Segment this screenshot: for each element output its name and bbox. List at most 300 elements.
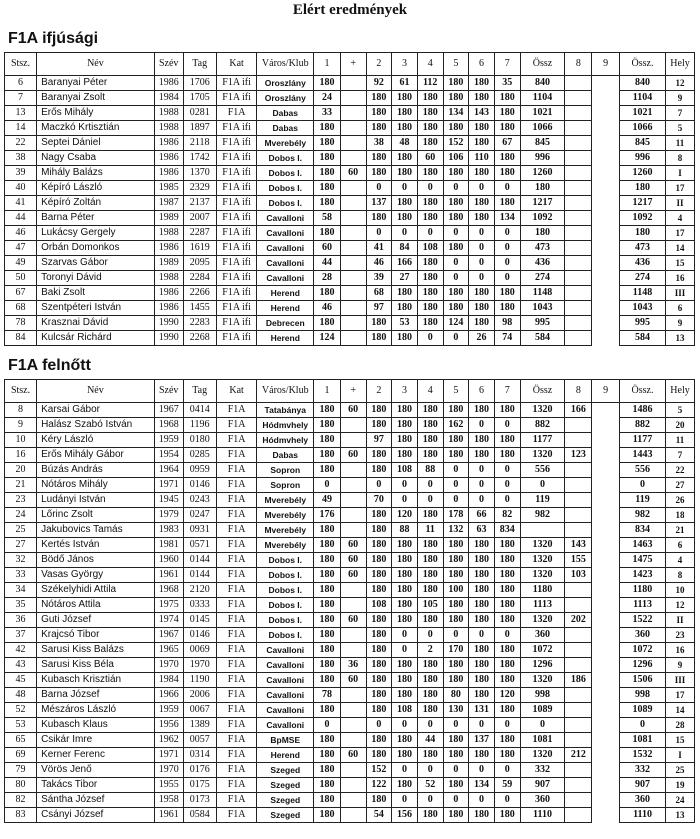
column-header: Szév [154, 53, 183, 76]
table-cell: F1A [216, 778, 257, 793]
table-cell: 7 [666, 448, 695, 463]
table-cell [592, 673, 620, 688]
table-cell: 108 [392, 463, 418, 478]
table-cell: 0 [494, 271, 520, 286]
table-cell: 180 [494, 808, 520, 823]
table-cell: 0 [469, 226, 495, 241]
table-cell: 0 [469, 463, 495, 478]
table-cell: 180 [443, 778, 469, 793]
table-cell: 84 [5, 331, 37, 346]
table-cell: 180 [443, 433, 469, 448]
table-row [5, 418, 695, 433]
table-cell: 0 [443, 226, 469, 241]
table-cell: 15 [666, 733, 695, 748]
table-cell [340, 271, 366, 286]
table-row [5, 76, 695, 91]
table-row [5, 91, 695, 106]
table-cell [592, 403, 620, 418]
table-cell: 998 [620, 688, 666, 703]
column-header: 1 [314, 380, 341, 403]
table-cell: Kubasch Krisztián [37, 673, 155, 688]
table-cell: I [666, 748, 695, 763]
table-cell: 17 [666, 688, 695, 703]
table-cell: 1986 [154, 286, 183, 301]
table-cell: Vörös Jenő [37, 763, 155, 778]
table-cell: 122 [366, 778, 392, 793]
table-cell: Búzás András [37, 463, 155, 478]
table-cell: 46 [5, 226, 37, 241]
table-cell [340, 151, 366, 166]
table-cell [340, 718, 366, 733]
table-cell: 61 [392, 76, 418, 91]
table-cell: Herend [257, 748, 314, 763]
table-row [5, 658, 695, 673]
table-cell: 180 [417, 286, 443, 301]
table-cell: 180 [314, 226, 341, 241]
table-cell: 180 [443, 448, 469, 463]
table-cell: 0 [392, 181, 418, 196]
table-cell: 982 [520, 508, 565, 523]
table-cell [565, 196, 592, 211]
table-cell: Szeged [257, 763, 314, 778]
table-cell [592, 196, 620, 211]
table-cell: 60 [314, 241, 341, 256]
table-cell: Takács Tibor [37, 778, 155, 793]
table-cell: 180 [314, 673, 341, 688]
table-cell [340, 433, 366, 448]
table-cell: 60 [340, 613, 366, 628]
table-cell: 180 [469, 598, 495, 613]
table-cell: 80 [443, 688, 469, 703]
table-cell: 6 [666, 301, 695, 316]
table-row [5, 106, 695, 121]
table-cell: 65 [5, 733, 37, 748]
table-cell: 25 [666, 763, 695, 778]
table-cell [592, 136, 620, 151]
table-cell: 180 [469, 688, 495, 703]
table-cell [592, 286, 620, 301]
table-cell [592, 493, 620, 508]
table-cell: 119 [620, 493, 666, 508]
table-cell [340, 316, 366, 331]
table-cell: 1987 [154, 196, 183, 211]
table-cell: 180 [469, 316, 495, 331]
table-header-row [5, 380, 695, 403]
table-row [5, 211, 695, 226]
table-cell: 16 [5, 448, 37, 463]
table-cell [592, 538, 620, 553]
table-cell: Krasznai Dávid [37, 316, 155, 331]
table-cell: 180 [314, 733, 341, 748]
table-cell: 26 [666, 493, 695, 508]
column-header: 7 [494, 53, 520, 76]
table-cell [592, 433, 620, 448]
table-cell: 0 [417, 493, 443, 508]
table-cell [592, 523, 620, 538]
table-row [5, 688, 695, 703]
table-cell: 2268 [183, 331, 216, 346]
table-cell: Sopron [257, 463, 314, 478]
table-cell: Mihály Balázs [37, 166, 155, 181]
table-cell [565, 703, 592, 718]
table-cell: 52 [5, 703, 37, 718]
table-cell: Dobos I. [257, 613, 314, 628]
table-cell: 1113 [620, 598, 666, 613]
table-cell: 180 [494, 583, 520, 598]
table-cell: 152 [366, 763, 392, 778]
table-cell: 180 [469, 568, 495, 583]
table-cell: 907 [520, 778, 565, 793]
table-cell: 134 [494, 211, 520, 226]
column-header: 2 [366, 380, 392, 403]
table-cell: 274 [520, 271, 565, 286]
table-cell: 180 [443, 613, 469, 628]
table-cell: 0 [443, 463, 469, 478]
table-cell [340, 196, 366, 211]
table-cell: F1A [216, 493, 257, 508]
table-cell: 88 [392, 523, 418, 538]
table-cell: 0 [443, 331, 469, 346]
table-cell: 180 [314, 76, 341, 91]
table-cell [340, 493, 366, 508]
table-cell: 845 [520, 136, 565, 151]
table-row [5, 463, 695, 478]
table-cell: 1970 [154, 763, 183, 778]
table-cell: 180 [469, 448, 495, 463]
table-cell: 0 [443, 181, 469, 196]
table-cell: 112 [417, 76, 443, 91]
table-cell: 36 [340, 658, 366, 673]
table-cell: F1A [216, 808, 257, 823]
table-cell: 1988 [154, 226, 183, 241]
table-cell [565, 241, 592, 256]
table-cell: 74 [494, 331, 520, 346]
table-cell [520, 523, 565, 538]
table-cell: 180 [366, 583, 392, 598]
table-cell: 1081 [620, 733, 666, 748]
table-cell: 1985 [154, 181, 183, 196]
table-cell: 48 [5, 688, 37, 703]
table-cell: F1A [216, 478, 257, 493]
table-cell: 1296 [520, 658, 565, 673]
table-cell: 180 [366, 733, 392, 748]
table-cell: 180 [469, 166, 495, 181]
table-cell: F1A ifi [216, 211, 257, 226]
table-cell: 0 [469, 628, 495, 643]
table-cell: 180 [620, 181, 666, 196]
table-cell: 180 [494, 151, 520, 166]
results-table-ifjusagi [4, 52, 695, 346]
table-cell: F1A ifi [216, 136, 257, 151]
table-cell: 49 [314, 493, 341, 508]
table-cell: 88 [417, 463, 443, 478]
table-cell: Csikár Imre [37, 733, 155, 748]
table-cell: 180 [417, 748, 443, 763]
table-cell: 108 [392, 703, 418, 718]
table-cell: 1962 [154, 733, 183, 748]
results-table-felnott [4, 379, 695, 823]
table-cell: 60 [340, 553, 366, 568]
table-cell: 995 [620, 316, 666, 331]
table-cell: 46 [314, 301, 341, 316]
table-cell: 180 [366, 508, 392, 523]
table-cell: 8 [666, 568, 695, 583]
table-cell [592, 91, 620, 106]
table-cell: 1990 [154, 331, 183, 346]
table-cell: 180 [443, 808, 469, 823]
table-cell: 180 [417, 553, 443, 568]
table-cell: 180 [392, 331, 418, 346]
column-header: Szév [154, 380, 183, 403]
column-header: Hely [666, 380, 695, 403]
table-cell [340, 91, 366, 106]
column-header: Hely [666, 53, 695, 76]
table-cell: F1A [216, 793, 257, 808]
table-cell: 132 [443, 523, 469, 538]
table-cell: 180 [366, 403, 392, 418]
table-row [5, 733, 695, 748]
table-cell: 436 [520, 256, 565, 271]
table-cell: 180 [494, 568, 520, 583]
table-cell: 180 [469, 121, 495, 136]
table-cell: 124 [314, 331, 341, 346]
table-cell: Cavalloni [257, 256, 314, 271]
table-cell: 0 [494, 418, 520, 433]
table-cell: 180 [494, 538, 520, 553]
table-cell: 1955 [154, 778, 183, 793]
column-header: Össz. [620, 380, 666, 403]
table-cell: 0 [520, 718, 565, 733]
table-cell: 2266 [183, 286, 216, 301]
table-cell: 180 [494, 301, 520, 316]
table-cell: 1320 [520, 673, 565, 688]
table-cell: 0 [314, 478, 341, 493]
table-cell: 10 [5, 433, 37, 448]
table-cell: 100 [443, 583, 469, 598]
table-cell: 1370 [183, 166, 216, 181]
column-header: Tag [183, 53, 216, 76]
table-cell: Jakubovics Tamás [37, 523, 155, 538]
table-cell: 180 [417, 418, 443, 433]
table-cell: Hódmvhely [257, 433, 314, 448]
table-cell: 11 [666, 136, 695, 151]
table-cell: 0 [494, 181, 520, 196]
table-cell: Dabas [257, 121, 314, 136]
table-cell: 1974 [154, 613, 183, 628]
table-cell: 67 [5, 286, 37, 301]
table-cell: Barna Péter [37, 211, 155, 226]
table-row [5, 508, 695, 523]
table-cell: 556 [520, 463, 565, 478]
table-cell [340, 181, 366, 196]
table-cell: 882 [620, 418, 666, 433]
table-cell: Herend [257, 331, 314, 346]
table-cell: 13 [666, 331, 695, 346]
table-cell: Székelyhidi Attila [37, 583, 155, 598]
table-cell: 1463 [620, 538, 666, 553]
table-cell: 180 [469, 196, 495, 211]
table-cell [592, 568, 620, 583]
table-cell: Dobos I. [257, 583, 314, 598]
table-cell: 78 [314, 688, 341, 703]
table-cell: 180 [314, 583, 341, 598]
table-cell: 180 [392, 688, 418, 703]
table-cell: 2120 [183, 583, 216, 598]
table-cell: F1A [216, 763, 257, 778]
table-cell: 996 [520, 151, 565, 166]
table-cell: 58 [314, 211, 341, 226]
table-cell: 180 [314, 553, 341, 568]
table-cell: 0 [469, 493, 495, 508]
table-cell: 11 [666, 433, 695, 448]
table-cell [340, 763, 366, 778]
table-cell: 143 [469, 106, 495, 121]
table-cell: 152 [443, 136, 469, 151]
column-header: 8 [565, 53, 592, 76]
table-cell: 155 [565, 553, 592, 568]
table-cell: 0 [494, 241, 520, 256]
table-cell [565, 226, 592, 241]
table-cell: 0 [469, 763, 495, 778]
table-cell: 0 [417, 478, 443, 493]
table-cell [592, 301, 620, 316]
table-cell: F1A [216, 106, 257, 121]
table-cell: 180 [314, 778, 341, 793]
table-cell: 60 [340, 403, 366, 418]
table-cell: F1A ifi [216, 196, 257, 211]
table-cell: 0 [494, 226, 520, 241]
table-cell: II [666, 613, 695, 628]
table-cell: 2007 [183, 211, 216, 226]
table-cell: 180 [392, 733, 418, 748]
table-cell: 27 [666, 478, 695, 493]
table-cell: 180 [417, 301, 443, 316]
table-cell: 0180 [183, 433, 216, 448]
table-cell [565, 763, 592, 778]
column-header: 2 [366, 53, 392, 76]
table-cell: 4 [666, 211, 695, 226]
table-cell: 1989 [154, 211, 183, 226]
table-cell: 0 [392, 226, 418, 241]
table-cell: 1217 [620, 196, 666, 211]
table-cell [592, 316, 620, 331]
table-cell [565, 286, 592, 301]
table-cell: 180 [520, 226, 565, 241]
column-header: 9 [592, 380, 620, 403]
table-cell: 1968 [154, 418, 183, 433]
table-cell: 0 [392, 643, 418, 658]
table-cell: 0069 [183, 643, 216, 658]
table-cell: 2283 [183, 316, 216, 331]
table-cell: 180 [494, 166, 520, 181]
table-cell: 1971 [154, 478, 183, 493]
table-cell: 180 [366, 211, 392, 226]
table-cell: 180 [469, 211, 495, 226]
table-cell: 180 [392, 418, 418, 433]
table-cell: 180 [469, 643, 495, 658]
table-cell: 19 [666, 778, 695, 793]
table-cell [565, 463, 592, 478]
table-cell: 180 [469, 808, 495, 823]
table-cell: 180 [366, 523, 392, 538]
table-cell: 882 [520, 418, 565, 433]
table-cell: 68 [5, 301, 37, 316]
table-cell: 0 [417, 718, 443, 733]
table-cell: 1984 [154, 673, 183, 688]
table-cell [592, 121, 620, 136]
table-cell: 41 [5, 196, 37, 211]
table-cell: 178 [443, 508, 469, 523]
table-cell: 43 [5, 658, 37, 673]
table-cell [565, 181, 592, 196]
table-row [5, 226, 695, 241]
table-cell: 180 [314, 658, 341, 673]
table-header-row [5, 53, 695, 76]
table-cell: 44 [5, 211, 37, 226]
table-cell: Mverebély [257, 508, 314, 523]
table-cell: 0 [443, 628, 469, 643]
table-cell: Mverebély [257, 136, 314, 151]
table-cell: 1066 [620, 121, 666, 136]
table-cell: 180 [494, 106, 520, 121]
table-cell: Ludányi István [37, 493, 155, 508]
table-cell: Dobos I. [257, 196, 314, 211]
table-cell: 21 [666, 523, 695, 538]
table-cell: 110 [469, 151, 495, 166]
table-cell: 180 [392, 433, 418, 448]
table-cell: 0333 [183, 598, 216, 613]
table-cell: Baranyai Péter [37, 76, 155, 91]
table-cell: Baranyai Zsolt [37, 91, 155, 106]
table-cell: 180 [443, 733, 469, 748]
table-cell: Kertés István [37, 538, 155, 553]
table-cell [340, 331, 366, 346]
table-cell: Baki Zsolt [37, 286, 155, 301]
table-row [5, 241, 695, 256]
table-cell: 1742 [183, 151, 216, 166]
table-cell: 180 [494, 598, 520, 613]
table-cell: 180 [469, 301, 495, 316]
table-cell [565, 598, 592, 613]
table-row [5, 433, 695, 448]
table-cell: 332 [620, 763, 666, 778]
table-cell: 1110 [620, 808, 666, 823]
table-cell: 23 [666, 628, 695, 643]
table-cell: 1089 [620, 703, 666, 718]
table-row [5, 778, 695, 793]
table-cell: Cavalloni [257, 688, 314, 703]
table-row [5, 196, 695, 211]
table-cell: 360 [620, 793, 666, 808]
table-cell [565, 643, 592, 658]
table-cell: 42 [5, 643, 37, 658]
table-cell: 1967 [154, 628, 183, 643]
table-cell: 22 [5, 136, 37, 151]
table-cell: 0144 [183, 553, 216, 568]
table-cell: 23 [5, 493, 37, 508]
table-cell: 59 [494, 778, 520, 793]
table-row [5, 763, 695, 778]
table-cell: 180 [314, 448, 341, 463]
table-row [5, 166, 695, 181]
table-cell [340, 286, 366, 301]
table-cell: Szeged [257, 778, 314, 793]
table-cell [565, 628, 592, 643]
column-header: Stsz. [5, 380, 37, 403]
column-header: 4 [417, 53, 443, 76]
table-cell: 180 [392, 91, 418, 106]
table-cell: 68 [366, 286, 392, 301]
